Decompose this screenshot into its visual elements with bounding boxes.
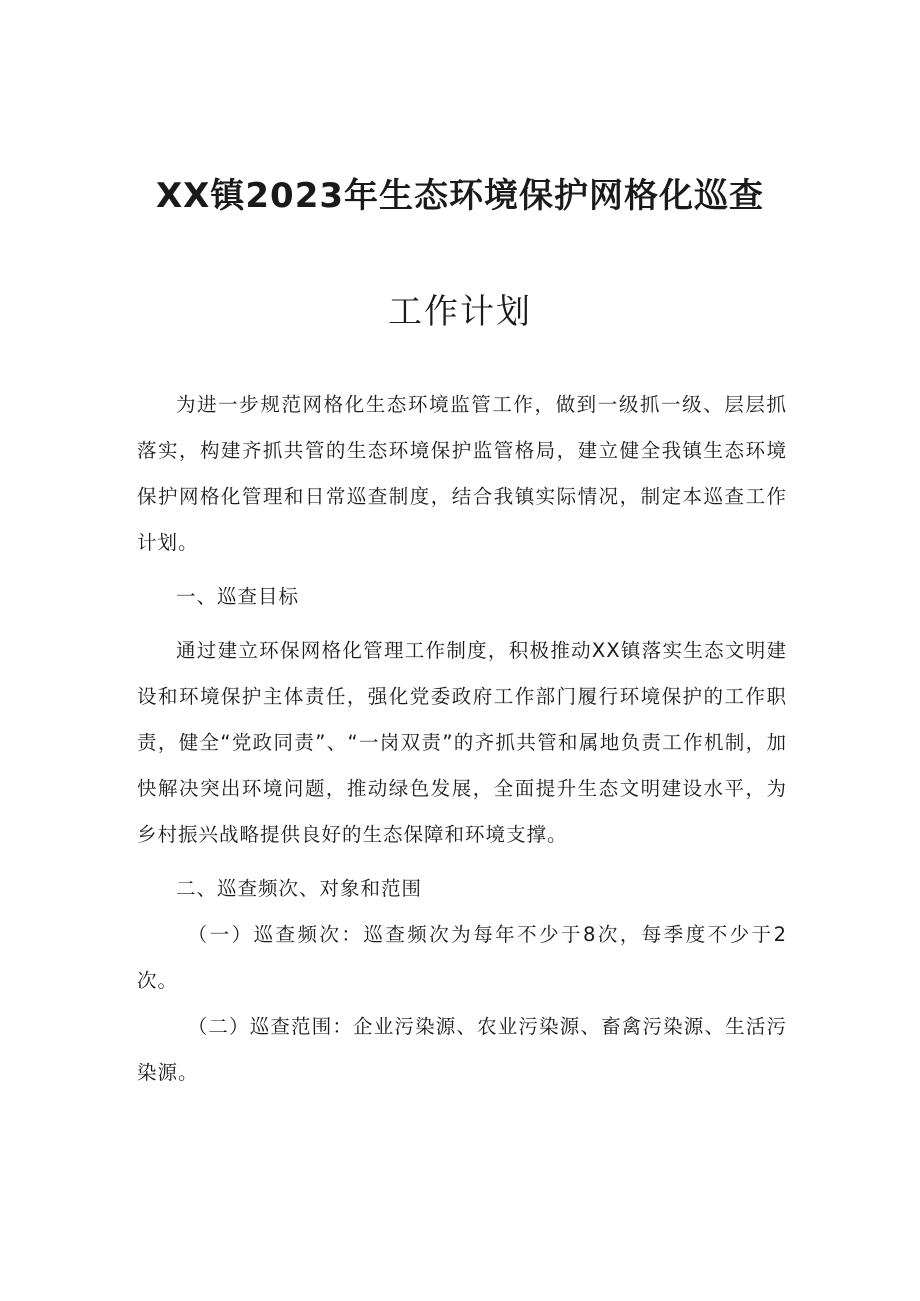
section-2-heading: 二、巡查频次、对象和范围 bbox=[176, 877, 423, 900]
intro-paragraph: 为进一步规范网格化生态环境监管工作，做到一级抓一级、层层抓落实，构建齐抓共管的生态环境保护监管格局，建立健全我镇生态环境保护网格化管理和日常巡查制度，结合我镇实际情况，制定本巡查工作计划。 bbox=[137, 393, 787, 554]
document-body bbox=[137, 382, 787, 1096]
document-title-line-1: XX镇2023年生态环境保护网格化巡查 bbox=[155, 176, 765, 216]
section-2-item-scope: （二）巡查范围：企业污染源、农业污染源、畜禽污染源、生活污染源。 bbox=[137, 1015, 787, 1084]
section-2-item-frequency: （一）巡查频次：巡查频次为每年不少于8次，每季度不少于2次。 bbox=[137, 923, 787, 992]
section-1-heading: 一、巡查目标 bbox=[176, 585, 300, 608]
document-title-line-2: 工作计划 bbox=[388, 292, 532, 332]
section-1-paragraph: 通过建立环保网格化管理工作制度，积极推动XX镇落实生态文明建设和环境保护主体责任，强化党委政府工作部门履行环境保护的工作职责，健全“党政同责”、“一岗双责”的齐抓共管和属地负责工作机制，加快解决突出环境问题，推动绿色发展，全面提升生态文明建设水平，为乡村振兴战略提供良好的生态保障和环境支撑。 bbox=[137, 639, 787, 846]
